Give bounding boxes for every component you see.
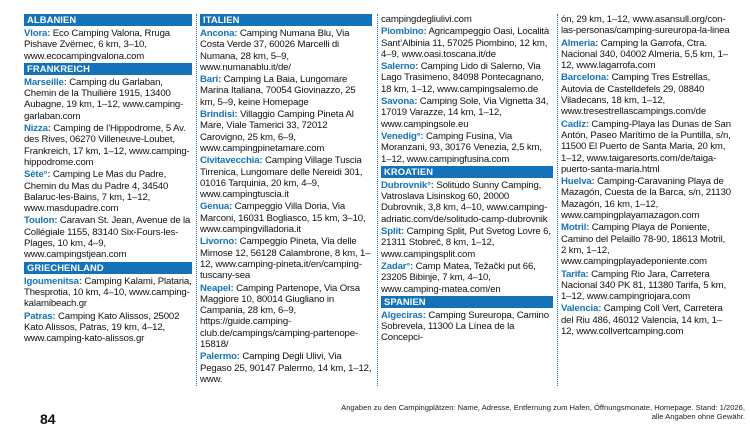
entry-algeciras-continued: ón, 29 km, 1–12, www.asansull.org/con-las-personas/camping-sureuropa-la-linea (561, 14, 730, 37)
section-heading-griechenland: GRIECHENLAND (24, 262, 192, 274)
column-divider (557, 14, 558, 386)
section-heading-albanien: ALBANIEN (24, 14, 192, 26)
entry-valencia: Valencia: Camping Coll Vert, Carretera del Riu 486, 46012 Valencia, 14 km, 1–12, www.collvertcamping.com (561, 303, 723, 338)
column-3 (381, 14, 553, 345)
column-divider (377, 14, 378, 386)
section-heading-italien: ITALIEN (200, 14, 372, 26)
entry-patras: Patras: Camping Kato Alissos, 25002 Kato Alissos, Patras, 19 km, 4–12, www.camping-kato-alissos.gr (24, 310, 180, 345)
entry-cadiz: Cadiz: Camping-Playa las Dunas de San Antón, Paseo Marítimo de la Puntilla, s/n, 11500 El Puerto de Santa Maria, 20 km, 1–12, www.taigaresorts.com/de/taiga-puerto-santa-maria.html (561, 118, 731, 175)
entry-venedig: Venedig°: Camping Fusina, Via Moranzani, 93, 30176 Venezia, 2,5 km, 1–12, www.campingfusina.com (381, 130, 542, 165)
column-1 (24, 14, 192, 345)
entry-marseille: Marseille: Camping du Garlaban, Chemin de la Thuilière 1915, 13400 Aubagne, 19 km, 1–12, www.camping-garlaban.com (24, 76, 184, 122)
entry-palermo-continued: campingdegliulivi.com (381, 14, 472, 25)
entry-salerno: Salerno: Camping Lido di Salerno, Via Lago Trasimeno, 84098 Pontecagnano, 18 km, 1–12, www.campingsalerno.de (381, 61, 544, 95)
entry-barcelona: Barcelona: Camping Tres Estrellas, Autovia de Castelldefels 29, 08840 Viladecans, 18 km, 1–12, www.tresestrellascampings.com/de (561, 72, 710, 118)
column-4 (561, 14, 731, 338)
entry-nizza: Nizza: Camping de l’Hippodrome, 5 Av. des Rives, 06270 Villeneuve-Loubet, Frankreich, 17 km, 1–12, www.camping-hippodrome.com (24, 123, 190, 168)
footnote: Angaben zu den Campingplätzen: Name, Adresse, Entfernung zum Hafen, Öffnungsmonate, Homepage. Stand: 1/2026, alle Angaben ohne Gewähr. (341, 403, 745, 421)
entry-civitavecchia: Civitavecchia: Camping Village Tuscia Tirrenica, Lungomare delle Nereidi 301, 01016 Tarquinia, 20 km, 4–9, www.campingtuscia.it (200, 155, 363, 201)
entry-igoumenitsa: Igoumenitsa: Camping Kalami, Plataria, Thesprotia, 10 km, 4–10, www.camping-kalamibeach.gr (24, 275, 192, 310)
entry-almeria: Almeria: Camping la Garrofa, Ctra. Nacional 340, 04002 Almeria, 5,5 km, 1–12, www.lagarrofa.com (561, 37, 728, 72)
entry-bari: Bari: Camping La Baia, Lungomare Marina Italiana, 70054 Giovinazzo, 25 km, 5–9, keine Homepage (200, 74, 356, 108)
page-number: 84 (40, 411, 56, 427)
entry-sete: Sète°: Camping Le Mas du Padre, Chemin du Mas du Padre 4, 34540 Balaruc-les-Bains, 7 km, 1–12, www.masdupadre.com (24, 169, 169, 215)
entry-brindisi: Brindisi: Villaggio Camping Pineta Al Mare, Viale Tamerici 33, 72012 Carovigno, 25 km, 6–9, www.campingpinetamare.com (200, 109, 354, 154)
entry-livorno: Livorno: Campeggio Pineta, Via delle Mimose 12, 56128 Calambrone, 8 km, 1–12, www.camping-pineta.it/en/camping-tuscany-sea (200, 236, 371, 282)
entry-huelva: Huelva: Camping-Caravaning Playa de Mazagón, Cuesta de la Barca, s/n, 21130 Mazagón, 16 km, 1–12, www.campingplayamazagon.com (561, 176, 731, 222)
entry-motril: Motril: Camping Playa de Poniente, Camino del Pelaillo 78-90, 18613 Motril, 2 km, 1–12, www.campingplayadeponiente.com (561, 222, 726, 268)
section-heading-frankreich: FRANKREICH (24, 63, 192, 75)
entry-toulon: Toulon: Caravan St. Jean, Avenue de la Collégiale 1155, 83140 Six-Fours-les-Plages, 10 km, 4–9, www.campingstjean.com (24, 215, 191, 261)
entry-piombino: Piombino: Agricampeggio Oasi, Località Sant’Albinia 11, 57025 Piombino, 12 km, 4–9, www.oasi.toscana.it/de (381, 26, 550, 60)
entry-genua: Genua: Campeggio Villa Doria, Via Marconi, 16031 Bogliasco, 15 km, 3–10, www.campingvilladoria.it (200, 201, 366, 236)
entry-ancona: Ancona: Camping Numana Blu, Via Costa Verde 37, 60026 Marcelli di Numana, 28 km, 5–9, www.numanablu.it/de/ (200, 28, 350, 73)
section-heading-kroatien: KROATIEN (381, 166, 553, 178)
entry-neapel: Neapel: Camping Partenope, Via Orsa Maggiore 10, 80014 Giugliano in Campania, 28 km, 6–9, https://guide.camping-club.de/campings/camping-partenope-15818/ (200, 282, 360, 351)
entry-palermo: Palermo: Camping Degli Ulivi, Via Pegaso 25, 90147 Palermo, 14 km, 1–12, www. (200, 351, 372, 385)
entry-savona: Savona: Camping Sole, Via Vignetta 34, 17019 Varazze, 14 km, 1–12, www.campingsole.eu (381, 96, 549, 130)
column-2 (200, 14, 372, 386)
column-divider (196, 14, 197, 386)
entry-dubrovnik: Dubrovnik°: Solitudo Sunny Camping, Vatroslava Lisinskog 60, 20000 Dubrovnik, 3,8 km, 4–10, www.camping-adriatic.com/de/solitudo-camp-dubrovnik (381, 179, 548, 225)
entry-vlora: Vlora: Eco Camping Valona, Rruga Pishave Zvërnec, 6 km, 3–10, www.ecocampingvalona.com (24, 28, 170, 62)
entry-split: Split: Camping Split, Put Svetog Lovre 6, 21311 Stobreč, 8 km, 1–12, www.campingsplit.com (381, 226, 551, 260)
entry-zadar: Zadar°: Camp Matea, Težački put 66, 23205 Bibinje, 7 km, 4–10, www.camping-matea.com/en (381, 260, 536, 295)
entry-tarifa: Tarifa: Camping Rio Jara, Carretera Nacional 340 PK 81, 11380 Tarifa, 5 km, 1–12, www.campingriojara.com (561, 268, 726, 303)
section-heading-spanien: SPANIEN (381, 296, 553, 308)
entry-algeciras: Algeciras: Camping Sureuropa, Camino Sobrevela, 11300 La Línea de la Concepci- (381, 309, 549, 344)
